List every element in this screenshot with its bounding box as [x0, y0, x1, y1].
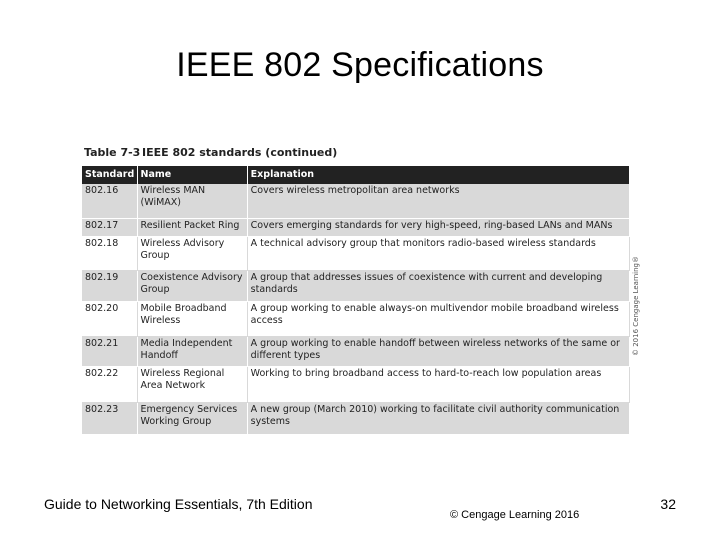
table-row	[82, 336, 630, 366]
cell-explanation: A group that addresses issues of coexistence with current and developing standards	[247, 270, 629, 301]
table-row	[82, 366, 630, 402]
table-caption-text: IEEE 802 standards (continued)	[142, 146, 338, 159]
cell-standard: 802.20	[82, 301, 137, 336]
cell-name: Resilient Packet Ring	[137, 218, 247, 236]
cell-name: Emergency Services Working Group	[137, 402, 247, 434]
table-header-row	[82, 166, 630, 184]
cell-name: Mobile Broadband Wireless	[137, 301, 247, 336]
cell-name: Wireless Regional Area Network	[137, 366, 247, 402]
footer-copyright: © Cengage Learning 2016	[450, 509, 580, 521]
cell-standard: 802.17	[82, 218, 137, 236]
table-row	[82, 236, 630, 270]
footer-book-title: Guide to Networking Essentials, 7th Edition	[44, 496, 313, 512]
table-row	[82, 301, 630, 336]
cell-standard: 802.18	[82, 236, 137, 270]
cell-explanation: Working to bring broadband access to hard-to-reach low population areas	[247, 366, 629, 402]
header-explanation: Explanation	[247, 166, 629, 184]
cell-standard: 802.22	[82, 366, 137, 402]
cell-name: Coexistence Advisory Group	[137, 270, 247, 301]
cell-standard: 802.16	[82, 184, 137, 218]
table-row	[82, 218, 630, 236]
page-number: 32	[660, 496, 676, 512]
cell-standard: 802.23	[82, 402, 137, 434]
standards-table-figure	[82, 146, 640, 436]
cell-explanation: A group working to enable always-on multivendor mobile broadband wireless access	[247, 301, 629, 336]
table-caption-number: Table 7-3	[84, 146, 141, 159]
cell-name: Wireless Advisory Group	[137, 236, 247, 270]
cell-explanation: Covers emerging standards for very high-speed, ring-based LANs and MANs	[247, 218, 629, 236]
header-name: Name	[137, 166, 247, 184]
cell-explanation: A new group (March 2010) working to facilitate civil authority communication systems	[247, 402, 629, 434]
cell-name: Wireless MAN (WiMAX)	[137, 184, 247, 218]
cell-standard: 802.21	[82, 336, 137, 366]
table-row	[82, 402, 630, 434]
cell-name: Media Independent Handoff	[137, 336, 247, 366]
cell-explanation: A technical advisory group that monitors radio-based wireless standards	[247, 236, 629, 270]
copyright-credit: © 2016 Cengage Learning®	[632, 256, 640, 356]
standards-table	[82, 166, 630, 435]
slide-title: IEEE 802 Specifications	[176, 46, 544, 84]
table-row	[82, 270, 630, 301]
header-standard: Standard	[82, 166, 137, 184]
cell-explanation: Covers wireless metropolitan area networks	[247, 184, 629, 218]
cell-explanation: A group working to enable handoff between wireless networks of the same or different types	[247, 336, 629, 366]
table-caption	[84, 146, 337, 159]
table-row	[82, 184, 630, 218]
cell-standard: 802.19	[82, 270, 137, 301]
